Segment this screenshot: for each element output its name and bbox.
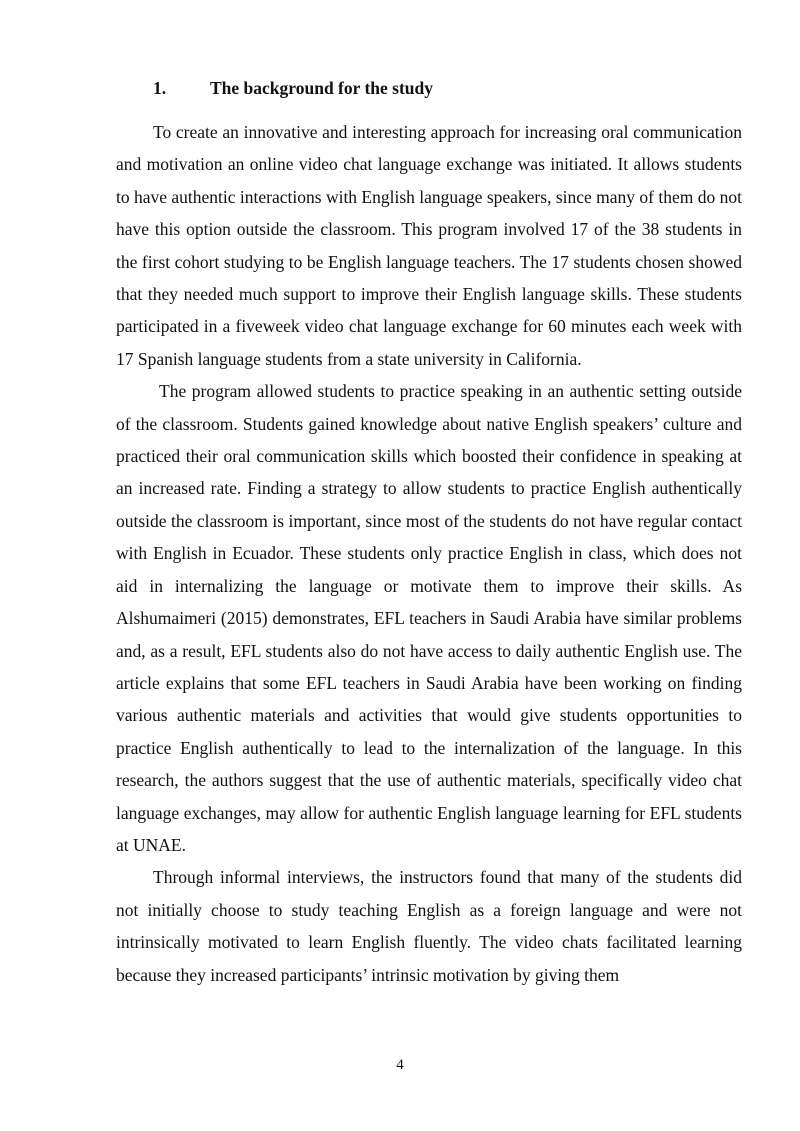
- paragraph: The program allowed students to practice speaking in an authentic setting outside of the classroom. Students gained knowledge about native English speakers’ culture and practiced their oral communication skills which boosted their confidence in speaking at an increased rate. Finding a strategy to allow students to practice English authentically outside the classroom is important, since most of the students do not have regular contact with English in Ecuador. These students only practice English in class, which does not aid in internalizing the language or motivate them to improve their skills. As Alshumaimeri (2015) demonstrates, EFL teachers in Saudi Arabia have similar problems and, as a result, EFL students also do not have access to daily authentic English use. The article explains that some EFL teachers in Saudi Arabia have been working on finding various authentic materials and activities that would give students opportunities to practice English authentically to lead to the internalization of the language. In this research, the authors suggest that the use of authentic materials, specifically video chat language exchanges, may allow for authentic English language learning for EFL students at UNAE.: [116, 381, 742, 855]
- body-text: [116, 116, 742, 991]
- section-heading: [153, 76, 433, 100]
- page-number: 4: [396, 1057, 404, 1073]
- paragraph: To create an innovative and interesting approach for increasing oral communication and motivation an online video chat language exchange was initiated. It allows students to have authentic interactions with English language speakers, since many of them do not have this option outside the classroom. This program involved 17 of the 38 students in the first cohort studying to be English language teachers. The 17 students chosen showed that they needed much support to improve their English language skills. These students participated in a fiveweek video chat language exchange for 60 minutes each week with 17 Spanish language students from a state university in California.: [116, 122, 742, 369]
- section-title: The background for the study: [210, 78, 434, 98]
- paragraph: Through informal interviews, the instructors found that many of the students did not initially choose to study teaching English as a foreign language and were not intrinsically motivated to learn English fluently. The video chats facilitated learning because they increased participants’ intrinsic motivation by giving them: [116, 867, 742, 985]
- section-number: 1.: [153, 78, 167, 98]
